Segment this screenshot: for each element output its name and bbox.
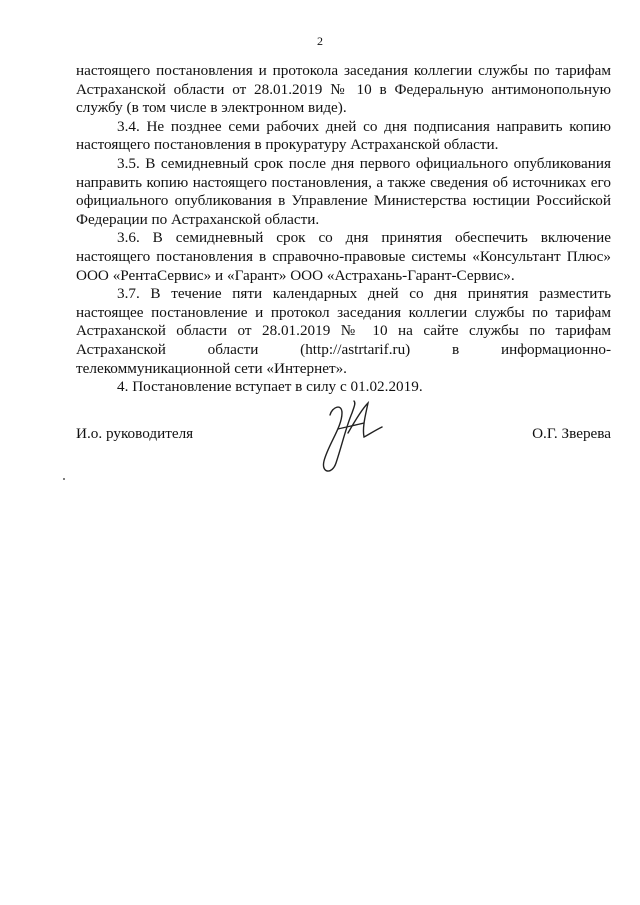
handwritten-signature	[312, 393, 384, 479]
paragraph-4: 4. Постановление вступает в силу с 01.02.2019.	[117, 378, 423, 396]
document-body	[76, 62, 611, 397]
paragraph-3-7: 3.7. В течение пяти календарных дней со дня принятия разместить настоящее постановление и протокол заседания коллегии службы по тарифам Астраханской области от 28.01.2019 № 10 на сайте службы по тарифам Астраханской области (http://astrtarif.ru) в информационно-телекоммуникационной сети «Интернет».	[76, 285, 611, 377]
signatory-role: И.о. руководителя	[76, 425, 194, 442]
signatory-name: О.Г. Зверева	[532, 425, 611, 442]
page-number: 2	[317, 34, 323, 48]
paragraph-3-5: 3.5. В семидневный срок после дня первого официального опубликования направить копию настоящего постановления, а также сведения об источниках его официального опубликования в Управление Министерства юстиции Российской Федерации по Астраханской области.	[76, 154, 611, 228]
paragraph-3-6: 3.6. В семидневный срок со дня принятия обеспечить включение настоящего постановления в справочно-правовые системы «Консультант Плюс» ООО «РентаСервис» и «Гарант» ООО «Астрахань-Гарант-Сервис».	[76, 229, 611, 284]
paragraph-3-4: 3.4. Не позднее семи рабочих дней со дня подписания направить копию настоящего постановления в прокуратуру Астраханской области.	[76, 117, 611, 154]
paragraph-continuation: настоящего постановления и протокола заседания коллегии службы по тарифам Астраханской области от 28.01.2019 № 10 в Федеральную антимонопольную службу (в том числе в электронном виде).	[76, 62, 611, 117]
scan-speck	[63, 478, 65, 480]
